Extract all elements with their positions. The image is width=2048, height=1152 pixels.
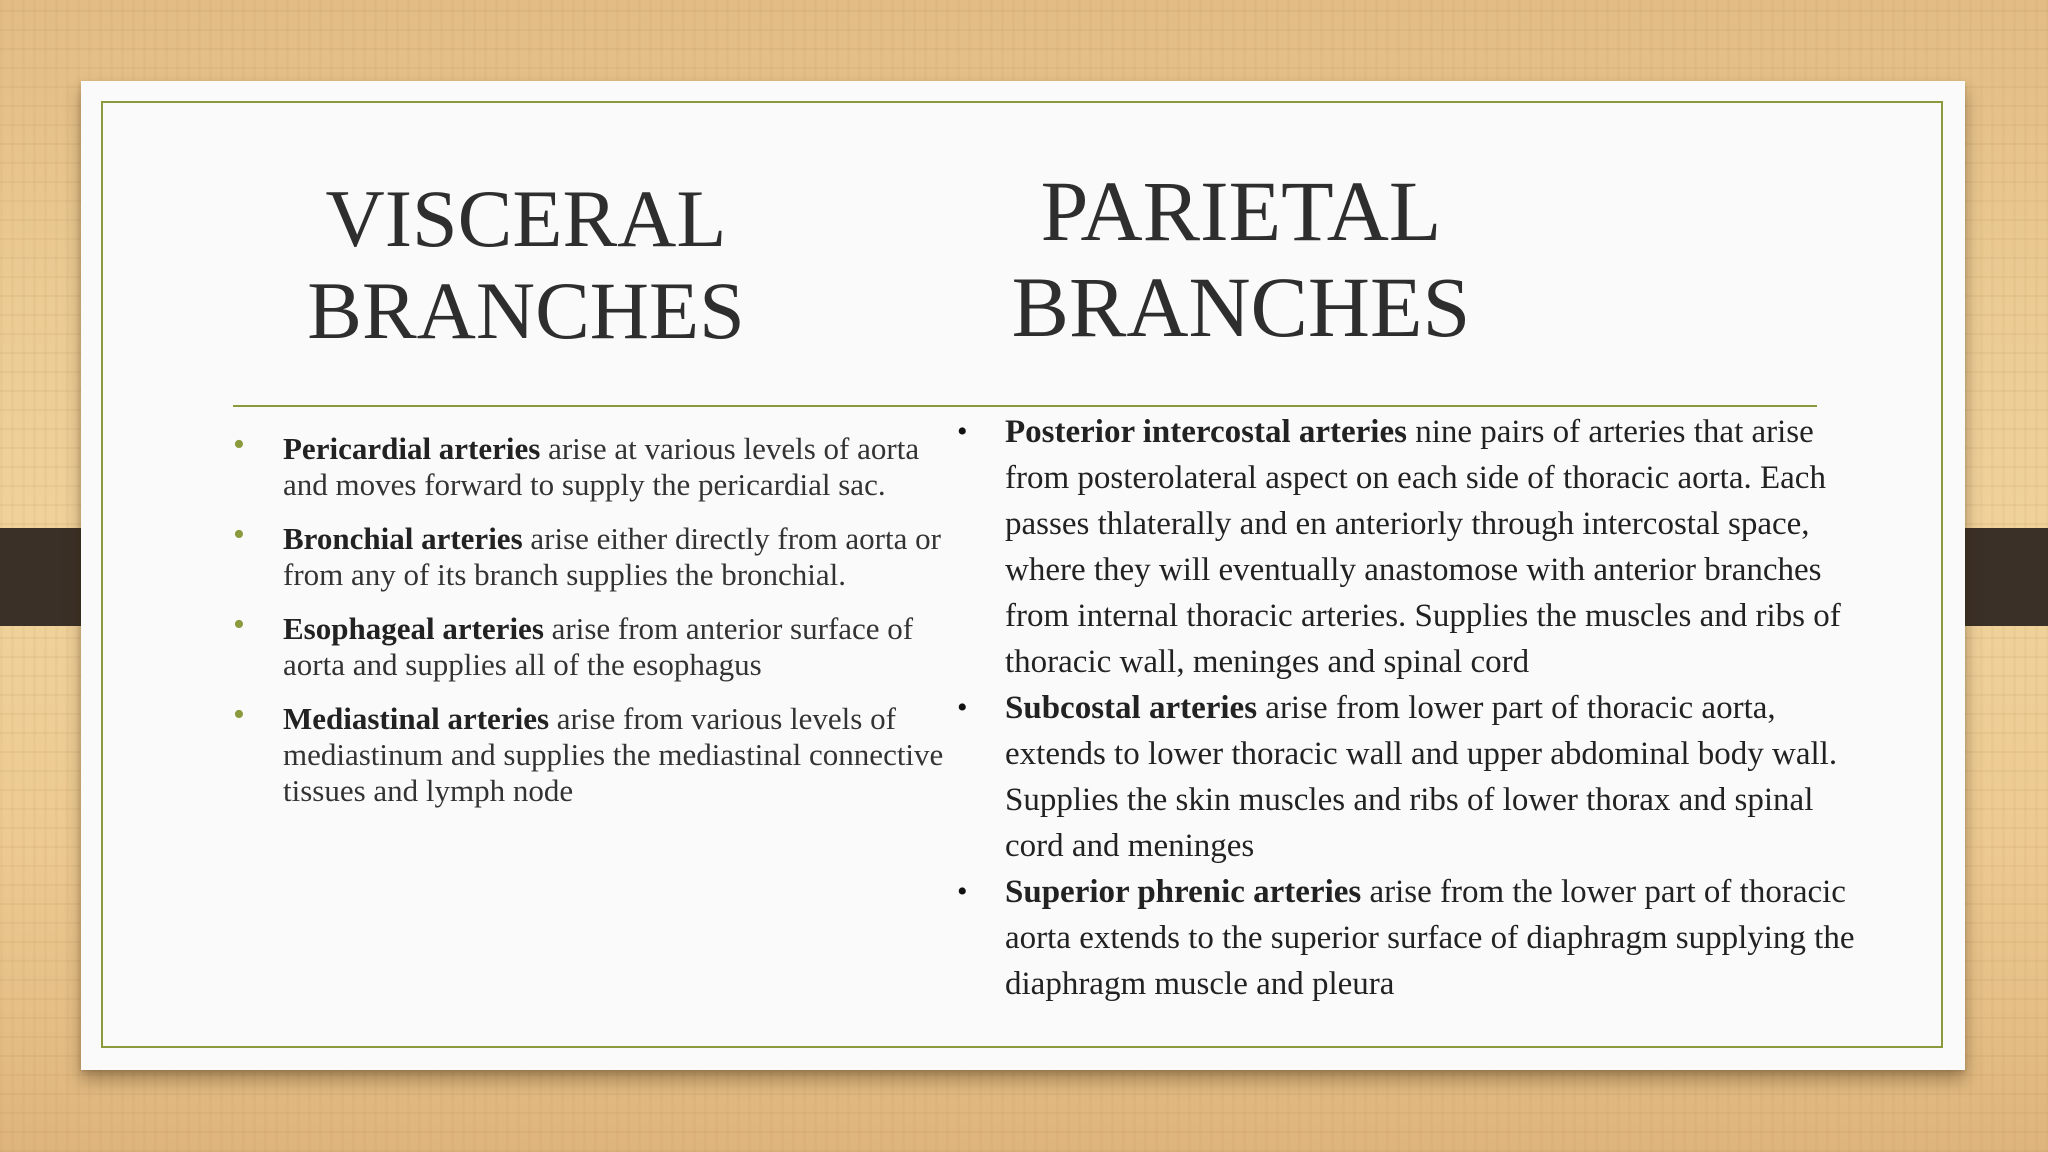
- term-label: Posterior intercostal arteries: [1005, 414, 1407, 450]
- visceral-branches-list: [233, 426, 953, 827]
- list-item-subcostal: [955, 685, 1875, 869]
- term-description: arise from various levels of mediastinum and supplies the mediastinal connective tissues and lymph node: [283, 701, 944, 808]
- slide: [81, 81, 1965, 1070]
- parietal-branches-list: [955, 409, 1875, 1007]
- term-description: arise at various levels of aorta and moves forward to supply the pericardial sac.: [283, 431, 920, 502]
- term-description: nine pairs of arteries that arise from posterolateral aspect on each side of thoracic aorta. Each passes thlaterally and en anteriorly through intercostal space, where they will eventually anastomose with anterior branches from internal thoracic arteries. Supplies the muscles and ribs of thoracic wall, meninges and spinal cord: [1005, 414, 1841, 680]
- visceral-branches-heading: [276, 173, 776, 357]
- term-label: Esophageal arteries: [283, 611, 544, 646]
- term-description: arise from the lower part of thoracic aorta extends to the superior surface of diaphragm supplying the diaphragm muscle and pleura: [1005, 874, 1855, 1002]
- term-label: Superior phrenic arteries: [1005, 874, 1362, 910]
- term-description: arise from lower part of thoracic aorta, extends to lower thoracic wall and upper abdominal body wall. Supplies the skin muscles and ribs of lower thorax and spinal cord and meninges: [1005, 690, 1838, 864]
- parietal-branches-heading: [981, 163, 1501, 356]
- term-label: Pericardial arteries: [283, 431, 541, 466]
- list-item-superior-phrenic: [955, 869, 1875, 1007]
- heading-line: VISCERAL: [325, 173, 727, 264]
- heading-line: BRANCHES: [1011, 259, 1471, 356]
- bullet-icon: •: [233, 516, 245, 553]
- bullet-icon: •: [957, 415, 968, 448]
- term-description: arise from anterior surface of aorta and supplies all of the esophagus: [283, 611, 914, 682]
- term-label: Subcostal arteries: [1005, 690, 1258, 726]
- term-description: arise either directly from aorta or from any of its branch supplies the bronchial.: [283, 521, 941, 592]
- bullet-icon: •: [233, 426, 245, 463]
- list-item-posterior-intercostal: [955, 409, 1875, 685]
- heading-line: BRANCHES: [307, 264, 745, 356]
- list-item-esophageal: [233, 606, 953, 683]
- bullet-icon: •: [233, 606, 245, 643]
- list-item-pericardial: [233, 426, 953, 503]
- term-label: Mediastinal arteries: [283, 701, 550, 736]
- list-item-bronchial: [233, 516, 953, 593]
- bullet-icon: •: [233, 696, 245, 733]
- heading-divider: [233, 405, 1817, 407]
- term-label: Bronchial arteries: [283, 521, 523, 556]
- bullet-icon: •: [957, 691, 968, 724]
- list-item-mediastinal: [233, 696, 953, 809]
- bullet-icon: •: [957, 875, 968, 908]
- heading-line: PARIETAL: [1040, 163, 1442, 259]
